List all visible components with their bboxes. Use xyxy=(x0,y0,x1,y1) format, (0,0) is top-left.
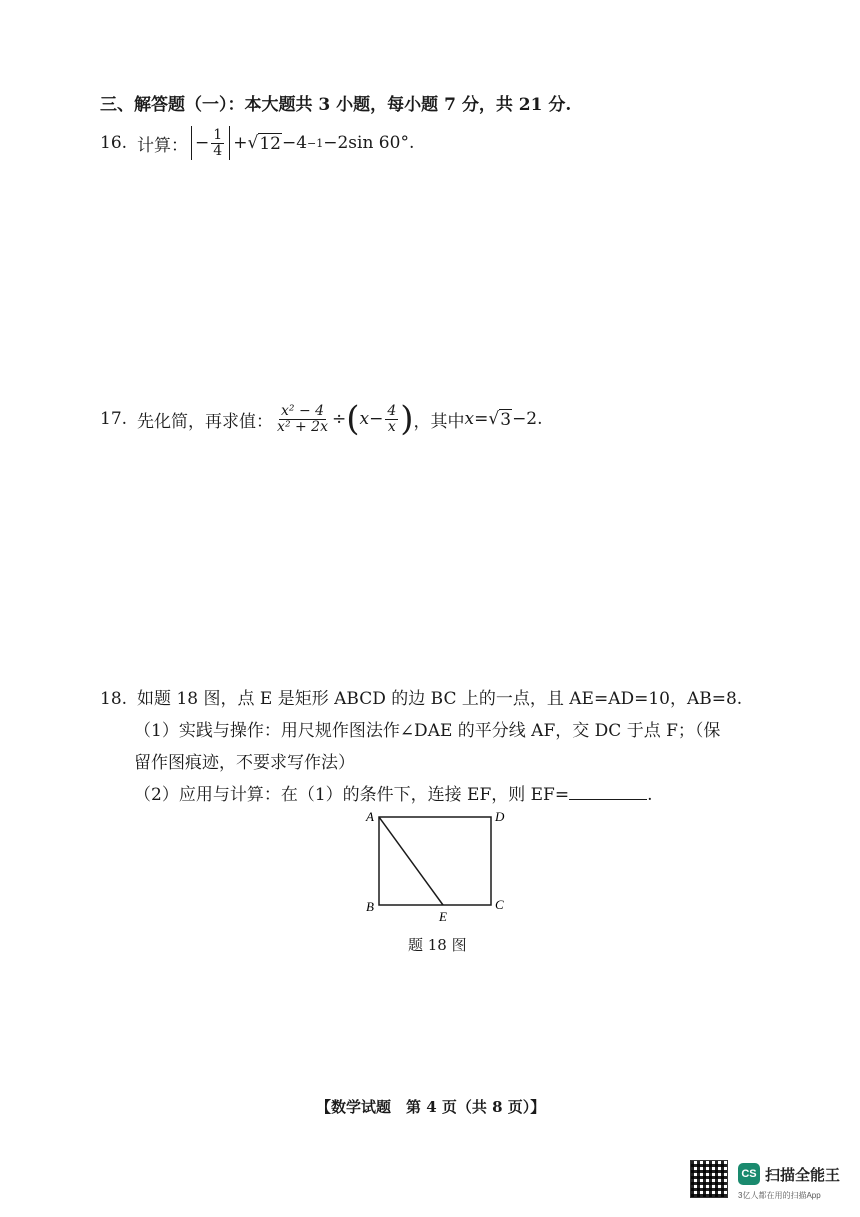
plus-sign: + xyxy=(233,133,248,153)
abs-bar-left xyxy=(191,126,192,160)
label-b: B xyxy=(366,899,374,914)
condition-equals: = xyxy=(474,409,489,429)
watermark-brand: 扫描全能王 xyxy=(765,1166,841,1184)
fraction-denominator: x² + 2x xyxy=(277,418,328,435)
label-e: E xyxy=(439,909,447,924)
question-18-line-4 xyxy=(134,780,653,805)
minus-four: −4 xyxy=(281,133,308,153)
abs-bar-right xyxy=(229,126,230,160)
question-lead: 先化简，再求值： xyxy=(137,411,274,432)
question-number: 18. xyxy=(100,689,128,709)
page-footer: 【数学试题 第 4 页（共 8 页）】 xyxy=(316,1098,546,1116)
condition-variable: x xyxy=(464,409,475,429)
qr-code-icon xyxy=(690,1160,728,1198)
figure-caption: 题 18 图 xyxy=(408,936,467,954)
question-18-line-2: （1）实践与操作：用尺规作图法作∠DAE 的平分线 AF，交 DC 于点 F；（保 xyxy=(134,721,721,741)
question-lead: 计算： xyxy=(137,135,189,156)
variable-x: x xyxy=(359,409,370,429)
cs-logo-icon: CS xyxy=(738,1163,760,1185)
rectangle-figure xyxy=(355,805,525,927)
left-paren: ( xyxy=(346,399,360,439)
label-c: C xyxy=(495,897,504,912)
fraction-main xyxy=(275,404,330,434)
question-18-line-3: 留作图痕迹，不要求写作法） xyxy=(134,753,355,773)
question-18 xyxy=(100,684,742,709)
label-d: D xyxy=(495,809,505,824)
sqrt-radicand: 3 xyxy=(500,409,512,430)
question-18-part-2-text: （2）应用与计算：在（1）的条件下，连接 EF，则 EF= xyxy=(134,785,570,805)
minus-sign: − xyxy=(369,409,384,429)
question-17 xyxy=(100,399,543,439)
fraction-denominator: 4 xyxy=(213,142,223,159)
question-18-line-1: 如题 18 图，点 E 是矩形 ABCD 的边 BC 上的一点，且 AE=AD=10，AB=8. xyxy=(137,689,743,709)
fraction-denominator: x xyxy=(387,418,396,435)
watermark-tagline: 3亿人都在用的扫描App xyxy=(738,1191,821,1200)
question-number: 16. xyxy=(100,133,128,153)
fraction-1-4 xyxy=(211,128,224,158)
label-a: A xyxy=(366,809,374,824)
expression-rest: −2sin 60°. xyxy=(323,133,415,153)
exponent: −1 xyxy=(307,136,324,150)
question-16 xyxy=(100,126,414,160)
condition-lead: ，其中 xyxy=(413,411,465,432)
fraction-4-x xyxy=(385,404,398,434)
question-number: 17. xyxy=(100,409,128,429)
divide-sign: ÷ xyxy=(332,409,347,429)
sqrt-radicand: 12 xyxy=(259,133,281,154)
sqrt-symbol: √ xyxy=(488,409,500,429)
period: . xyxy=(647,785,653,805)
section-title: 三、解答题（一）：本大题共 3 小题，每小题 7 分，共 21 分. xyxy=(100,95,572,115)
condition-end: −2. xyxy=(512,409,543,429)
rectangle-abcd xyxy=(379,817,491,905)
scanner-watermark xyxy=(738,1163,840,1185)
answer-blank xyxy=(569,785,647,800)
sqrt-symbol: √ xyxy=(247,133,259,153)
right-paren: ) xyxy=(400,399,414,439)
segment-ae xyxy=(379,817,443,905)
fraction-numerator: x² − 4 xyxy=(281,402,325,419)
fraction-numerator: 4 xyxy=(387,402,397,419)
abs-sign: − xyxy=(195,133,210,153)
fraction-numerator: 1 xyxy=(213,126,223,143)
